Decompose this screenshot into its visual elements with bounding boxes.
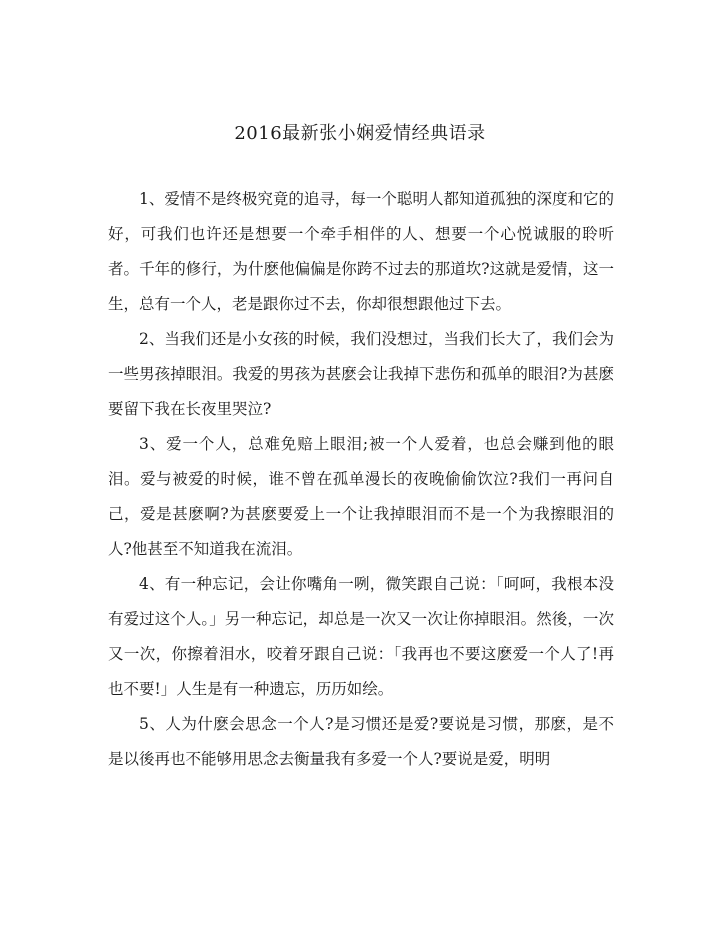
paragraph-5: 5、人为什麽会思念一个人?是习惯还是爱?要说是习惯，那麽，是不是以後再也不能够用思念去衡量我有多爱一个人?要说是爱，明明 — [108, 715, 614, 768]
paragraph-1: 1、爱情不是终极究竟的追寻，每一个聪明人都知道孤独的深度和它的好，可我们也许还是想要一个牵手相伴的人、想要一个心悦诚服的聆听者。千年的修行，为什麽他偏偏是你跨不过去的那道坎?这就是爱情，这一生，总有一个人，老是跟你过不去，你却很想跟他过下去。 — [108, 190, 614, 313]
document-title: 2016最新张小娴爱情经典语录 — [234, 123, 486, 144]
paragraph-3: 3、爱一个人，总难免赔上眼泪;被一个人爱着，也总会赚到他的眼泪。爱与被爱的时候，谁不曾在孤单漫长的夜晚偷偷饮泣?我们一再问自己，爱是甚麽啊?为甚麽要爱上一个让我掉眼泪而不是一个为我擦眼泪的人?他甚至不知道我在流泪。 — [108, 435, 614, 558]
paragraph-2: 2、当我们还是小女孩的时候，我们没想过，当我们长大了，我们会为一些男孩掉眼泪。我爱的男孩为甚麽会让我掉下悲伤和孤单的眼泪?为甚麽要留下我在长夜里哭泣? — [108, 330, 614, 418]
paragraph-4: 4、有一种忘记，会让你嘴角一咧，微笑跟自己说：「呵呵，我根本没有爱过这个人。」另一种忘记，却总是一次又一次让你掉眼泪。然後，一次又一次，你擦着泪水，咬着牙跟自己说：「我再也不要这麽爱一个人了!再也不要!」人生是有一种遗忘，历历如绘。 — [108, 575, 614, 698]
document-body — [108, 182, 614, 777]
